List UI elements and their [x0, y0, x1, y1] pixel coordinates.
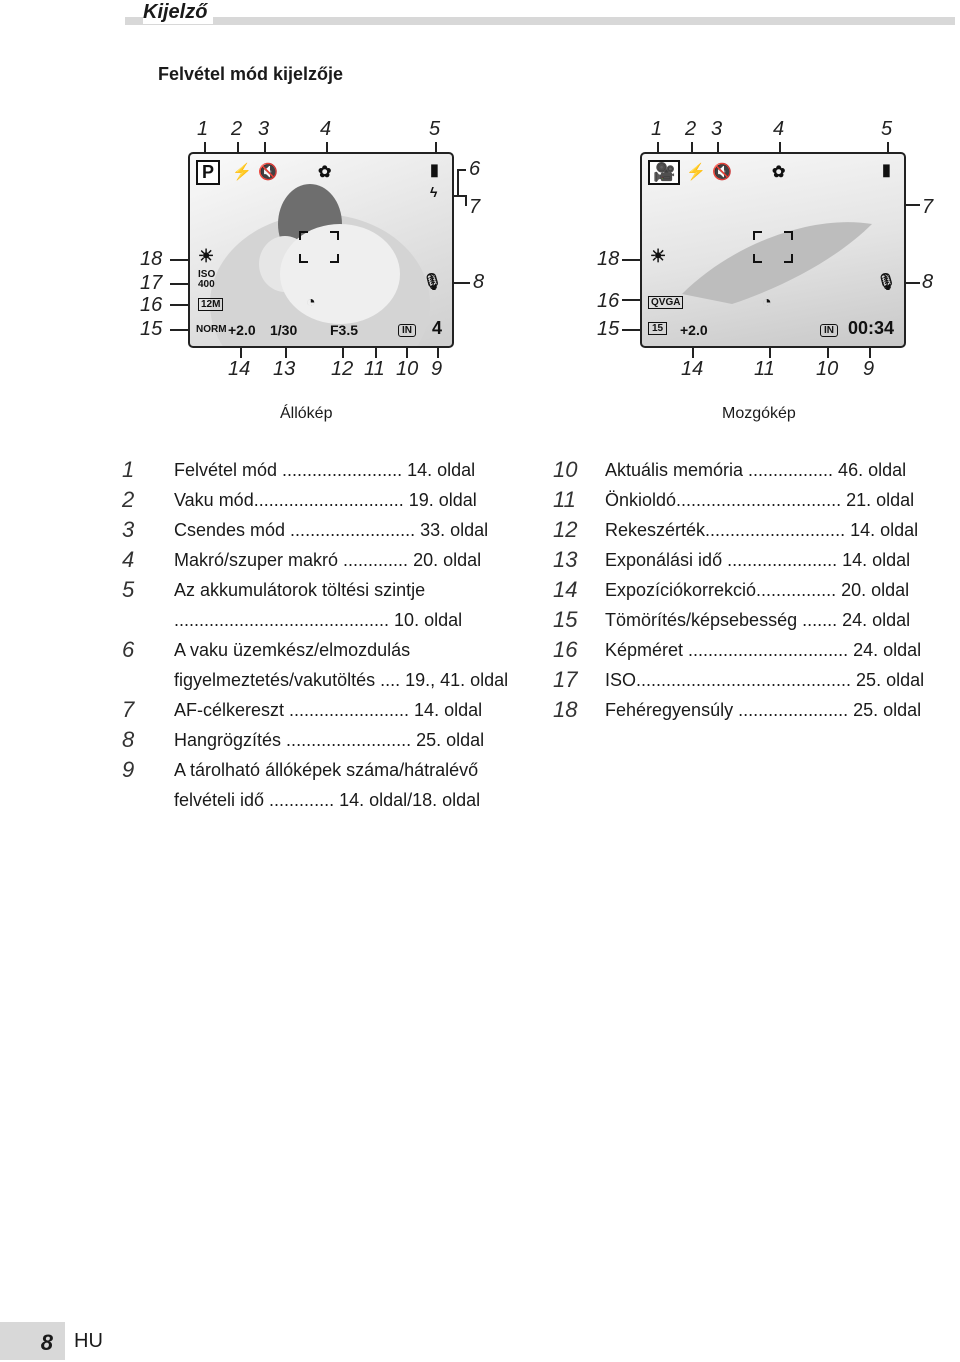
list-item	[122, 545, 542, 575]
item-text: Exponálási idő ...................... 14. oldal	[605, 550, 911, 570]
callout-number: 8	[473, 271, 485, 293]
item-text: Tömörítés/képsebesség ....... 24. oldal	[605, 610, 911, 630]
callout-number: 13	[273, 358, 296, 380]
self-timer-icon: ◔	[762, 294, 772, 311]
item-number: 14	[553, 577, 578, 602]
item-number: 6	[122, 637, 135, 662]
callout-number: 14	[228, 358, 251, 380]
callout-number: 5	[881, 118, 893, 140]
item-number: 16	[553, 637, 578, 662]
list-item	[553, 605, 953, 635]
list-item	[553, 455, 953, 485]
item-text: Képméret ................................ 24. oldal	[605, 640, 922, 660]
callout-number: 14	[681, 358, 704, 380]
item-text: figyelmeztetés/vakutöltés .... 19., 41. oldal	[174, 670, 509, 690]
remaining-shots: 4	[432, 318, 443, 338]
legend-list-right	[553, 455, 953, 725]
item-text: Hangrögzítés ......................... 25. oldal	[174, 730, 485, 750]
movie-screen	[640, 152, 906, 348]
list-item	[122, 605, 542, 635]
list-item	[122, 635, 542, 665]
item-number: 9	[122, 757, 135, 782]
item-text: Makró/szuper makró ............. 20. oldal	[174, 550, 482, 570]
callout-number: 17	[140, 272, 163, 294]
item-text: Expozíciókorrekció................ 20. oldal	[605, 580, 910, 600]
iso-icon: ISO 400	[198, 269, 216, 290]
item-number: 8	[122, 727, 135, 752]
list-item	[122, 725, 542, 755]
frame-rate-icon: 15	[648, 322, 667, 335]
callout-number: 10	[396, 358, 419, 380]
callout-number: 4	[320, 118, 332, 140]
callout-number: 7	[922, 196, 934, 218]
item-text: Önkioldó................................. 21. oldal	[605, 490, 915, 510]
internal-memory-icon: IN	[398, 324, 416, 337]
sound-record-icon: 🎙	[422, 274, 443, 291]
image-size-icon: 12M	[198, 298, 223, 311]
callout-number: 3	[258, 118, 270, 140]
remaining-time: 00:34	[848, 318, 895, 338]
legend-list-left	[122, 455, 542, 815]
item-number: 13	[553, 547, 578, 572]
still-caption: Állókép	[280, 405, 333, 422]
callout-number: 11	[754, 358, 775, 380]
item-text: felvételi idő ............. 14. oldal/18. oldal	[174, 790, 481, 810]
battery-icon: ▮	[430, 162, 439, 179]
macro-icon: ✿	[318, 164, 332, 181]
item-text: ISO........................................... 25. oldal	[605, 670, 925, 690]
list-item	[122, 455, 542, 485]
item-number: 4	[122, 547, 135, 572]
callout-number: 4	[773, 118, 785, 140]
item-text: Aktuális memória ................. 46. oldal	[605, 460, 907, 480]
flash-mode-icon: ⚡	[686, 164, 706, 181]
macro-icon: ✿	[772, 164, 786, 181]
item-text: A tárolható állóképek száma/hátralévő	[174, 760, 479, 780]
item-text: A vaku üzemkész/elmozdulás	[174, 640, 411, 660]
item-text: AF-célkereszt ........................ 14. oldal	[174, 700, 483, 720]
silent-mode-icon: 🔇	[258, 164, 278, 181]
item-text: Csendes mód ......................... 33. oldal	[174, 520, 489, 540]
callout-number: 2	[231, 118, 243, 140]
item-number: 5	[122, 577, 135, 602]
list-item	[553, 635, 953, 665]
flash-mode-icon: ⚡	[232, 164, 252, 181]
photo-mother-child	[190, 154, 452, 346]
callout-number: 1	[197, 118, 209, 140]
exposure-compensation: +2.0	[680, 322, 708, 338]
list-item	[553, 575, 953, 605]
white-balance-icon: ☀	[198, 246, 215, 266]
list-item	[122, 485, 542, 515]
item-text: Az akkumulátorok töltési szintje	[174, 580, 426, 600]
callout-number: 3	[711, 118, 723, 140]
callout-number: 11	[364, 358, 385, 380]
item-number: 12	[553, 517, 578, 542]
callout-number: 15	[140, 318, 163, 340]
callout-number: 12	[331, 358, 354, 380]
page-number: 8	[0, 1322, 65, 1360]
battery-icon: ▮	[882, 162, 891, 179]
callout-number: 5	[429, 118, 441, 140]
shooting-mode-icon: P	[196, 160, 220, 185]
item-number: 17	[553, 667, 578, 692]
still-screen	[188, 152, 454, 348]
compression-icon: NORM	[196, 324, 227, 335]
movie-caption: Mozgókép	[722, 405, 796, 422]
item-number: 10	[553, 457, 578, 482]
item-number: 15	[553, 607, 578, 632]
item-number: 18	[553, 697, 578, 722]
page-subtitle: Felvétel mód kijelzője	[158, 64, 344, 84]
item-text: Rekeszérték............................ 14. oldal	[605, 520, 919, 540]
internal-memory-icon: IN	[820, 324, 838, 337]
callout-number: 6	[469, 158, 481, 180]
exposure-compensation: +2.0	[228, 322, 256, 338]
list-item	[553, 515, 953, 545]
item-text: Fehéregyensúly ...................... 25. oldal	[605, 700, 922, 720]
item-number: 3	[122, 517, 135, 542]
item-number: 2	[122, 487, 135, 512]
list-item	[553, 665, 953, 695]
callout-number: 18	[597, 248, 620, 270]
list-item	[553, 545, 953, 575]
shutter-speed: 1/30	[270, 322, 298, 338]
item-number: 11	[553, 487, 576, 512]
item-text: Vaku mód.............................. 19. oldal	[174, 490, 477, 510]
callout-number: 18	[140, 248, 163, 270]
silent-mode-icon: 🔇	[712, 164, 732, 181]
list-item	[122, 695, 542, 725]
movie-mode-icon: 🎥	[648, 160, 680, 185]
callout-number: 16	[140, 294, 163, 316]
item-number: 1	[122, 457, 135, 482]
callout-number: 1	[651, 118, 663, 140]
section-title: Kijelző	[143, 1, 213, 24]
callout-number: 9	[863, 358, 875, 380]
item-number: 7	[122, 697, 135, 722]
callout-number: 16	[597, 290, 620, 312]
callout-number: 2	[685, 118, 697, 140]
callout-number: 9	[431, 358, 443, 380]
callout-number: 7	[469, 196, 481, 218]
image-size-icon: QVGA	[648, 296, 683, 309]
language-code: HU	[74, 1330, 103, 1352]
flash-standby-icon: ϟ	[430, 184, 438, 200]
list-item	[553, 695, 953, 725]
list-item	[122, 575, 542, 605]
white-balance-icon: ☀	[650, 246, 667, 266]
list-item	[122, 515, 542, 545]
sound-record-icon: 🎙	[876, 274, 897, 291]
item-text: ........................................... 10. oldal	[174, 610, 463, 630]
list-item	[122, 755, 542, 785]
list-item	[122, 785, 542, 815]
list-item	[553, 485, 953, 515]
self-timer-icon: ◔	[306, 294, 316, 311]
callout-number: 15	[597, 318, 620, 340]
item-text: Felvétel mód ........................ 14. oldal	[174, 460, 476, 480]
aperture-value: F3.5	[330, 322, 359, 338]
callout-number: 10	[816, 358, 839, 380]
list-item	[122, 665, 542, 695]
callout-number: 8	[922, 271, 934, 293]
